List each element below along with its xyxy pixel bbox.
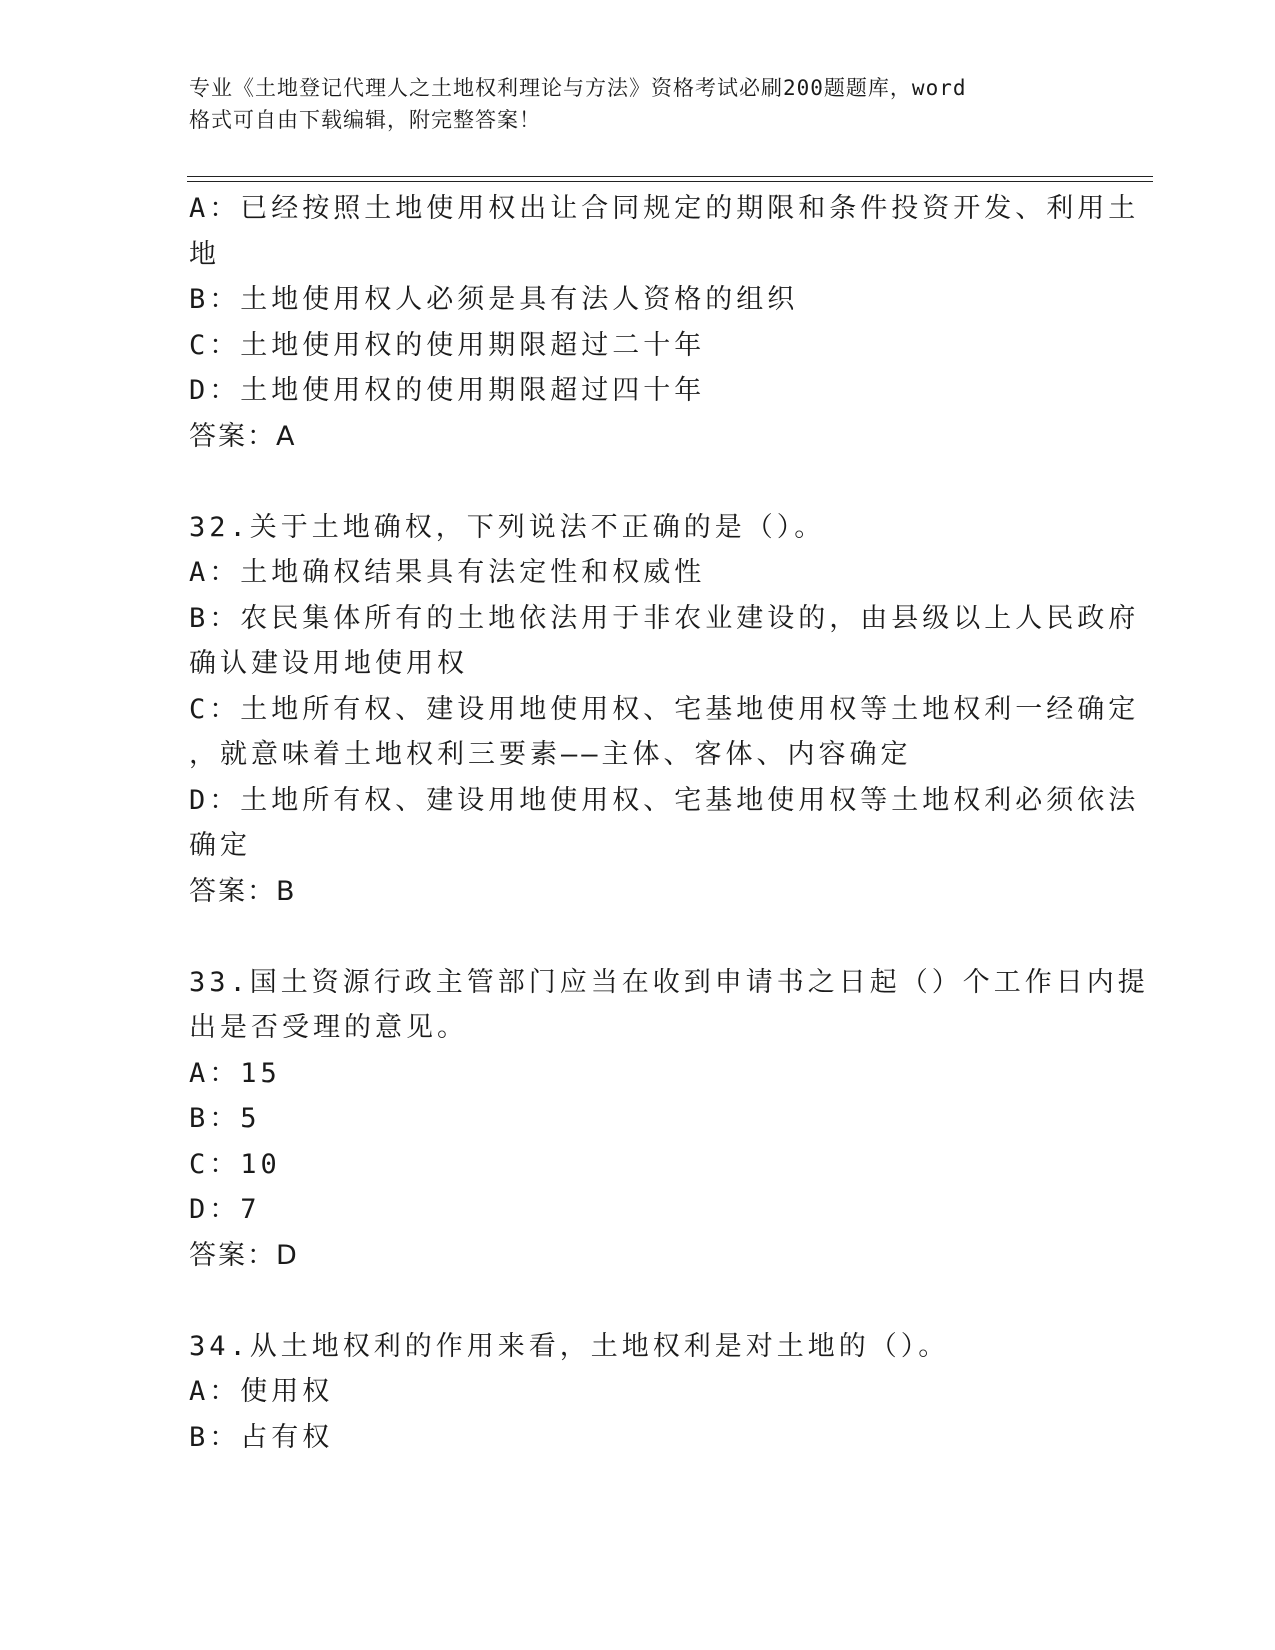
answer: 答案：D bbox=[189, 1239, 299, 1271]
question-31 bbox=[189, 186, 1140, 459]
question-34 bbox=[189, 1324, 1089, 1461]
option-b: B：占有权 bbox=[189, 1421, 334, 1453]
spacer bbox=[189, 1278, 1089, 1324]
option-b: B：5 bbox=[189, 1103, 261, 1134]
option-a: A：土地确权结果具有法定性和权威性 bbox=[189, 557, 706, 588]
spacer bbox=[189, 914, 1089, 960]
option-d: D：7 bbox=[189, 1194, 261, 1225]
option-b-line-2: 确认建设用地使用权 bbox=[189, 648, 468, 679]
option-c: C：10 bbox=[189, 1148, 281, 1180]
question-list bbox=[189, 186, 1149, 1460]
answer: 答案：A bbox=[189, 420, 297, 452]
option-a: A：使用权 bbox=[189, 1376, 334, 1407]
document-header bbox=[189, 72, 1089, 136]
option-b-line-1: B：农民集体所有的土地依法用于非农业建设的，由县级以上人民政府 bbox=[189, 602, 1140, 634]
option-a-line-2: 地 bbox=[189, 238, 220, 270]
option-d-line-1: D：土地所有权、建设用地使用权、宅基地使用权等土地权利必须依法 bbox=[189, 784, 1140, 816]
option-d-line-2: 确定 bbox=[189, 830, 251, 861]
question-stem-line-2: 出是否受理的意见。 bbox=[189, 1012, 468, 1043]
question-33 bbox=[189, 960, 1149, 1279]
question-stem: 32.关于土地确权，下列说法不正确的是（）。 bbox=[189, 511, 826, 543]
answer: 答案：B bbox=[189, 875, 297, 907]
question-stem-line-1: 33.国土资源行政主管部门应当在收到申请书之日起（）个工作日内提 bbox=[189, 966, 1149, 998]
option-d: D：土地使用权的使用期限超过四十年 bbox=[189, 375, 706, 406]
option-c-line-1: C：土地所有权、建设用地使用权、宅基地使用权等土地权利一经确定 bbox=[189, 693, 1140, 725]
option-c: C：土地使用权的使用期限超过二十年 bbox=[189, 329, 706, 361]
question-32 bbox=[189, 505, 1140, 915]
question-stem: 34.从土地权利的作用来看，土地权利是对土地的（）。 bbox=[189, 1330, 950, 1362]
option-c-line-2: ，就意味着土地权利三要素——主体、客体、内容确定 bbox=[189, 739, 912, 770]
header-divider-bottom bbox=[187, 181, 1153, 182]
header-divider-top bbox=[187, 176, 1153, 177]
option-b: B：土地使用权人必须是具有法人资格的组织 bbox=[189, 284, 799, 315]
option-a: A：15 bbox=[189, 1057, 281, 1089]
spacer bbox=[189, 459, 1089, 505]
header-line-1: 专业《土地登记代理人之土地权利理论与方法》资格考试必刷200题题库，word bbox=[189, 76, 967, 100]
header-line-2: 格式可自由下载编辑，附完整答案！ bbox=[189, 108, 541, 132]
option-a-line-1: A：已经按照土地使用权出让合同规定的期限和条件投资开发、利用土 bbox=[189, 193, 1140, 224]
